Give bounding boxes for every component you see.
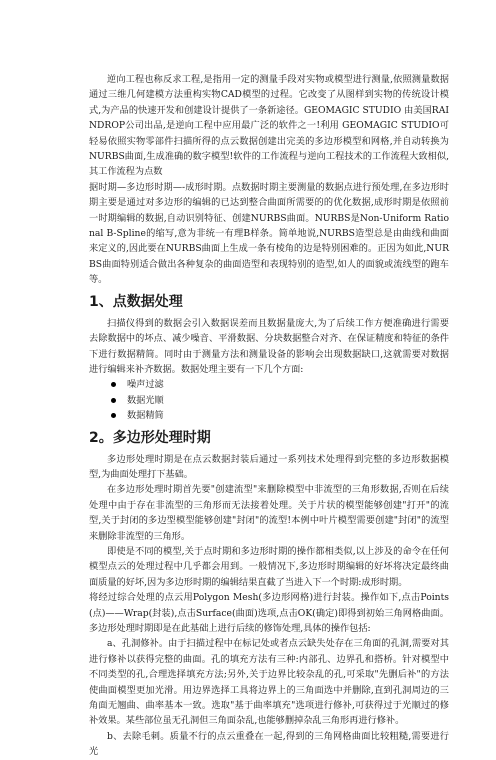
bullet-item xyxy=(111,377,449,392)
section-2-paragraph-1: 多边形处理时期是在点云数据封装后通过一系列技术处理得到完整的多边形数据模型,为曲面处理打下基础。 xyxy=(89,453,449,480)
section-1-bullet-list xyxy=(89,377,449,423)
bullet-dot-icon xyxy=(111,398,116,403)
bullet-item xyxy=(111,408,449,423)
section-2-heading: 2。多边形处理时期 xyxy=(89,429,211,446)
section-2-paragraph-5: a、孔洞修补。由于扫描过程中在标记处或者点云缺失处存在三角面的孔洞,需要对其进行修补以获得完整的曲面。孔的填充方法有三种:内部孔、边界孔和搭桥。针对模型中不同类型的孔,合理选择填充方法;另外,关于边界比较杂乱的孔,可采取"先删后补"的方法使曲面模型更加光滑。用边界选择工具将边界上的三角面选中并删除,直到孔洞周边的三角面无翘曲、曲率基本一致。选取"基于曲率填充"选项进行修补,可获得过于光顺过的修补效果。某些部位虽无孔洞但三角面杂乱,也能够删掉杂乱三角形再进行修补。 xyxy=(89,638,449,727)
section-2-paragraph-4: 将经过综合处理的点云用Polygon Mesh(多边形网格)进行封装。操作如下,点击Points(点)——Wrap(封装),点击Surface(曲面)选项,点击OK(确定)即得到初始三角网格曲面。多边形处理时期即是在此基础上进行后续的修饰处理,具体的操作包括: xyxy=(89,592,449,634)
bullet-text: 数据精简 xyxy=(127,410,164,422)
bullet-dot-icon xyxy=(111,382,116,387)
section-1-heading: 1、点数据处理 xyxy=(89,293,183,310)
intro-paragraph-1: 逆向工程也称反求工程,是指用一定的测量手段对实物或模型进行测量,依照测量数据通过三维几何建模方法重构实物CAD模型的过程。它改变了从图样到实物的传统设计模式,为产品的快速开发和创建设计提供了一条新途径。GEOMAGIC STUDIO 由美国RAINDROP公司出品,是逆向工程中应用最广泛的软件之一!利用 GEOMAGIC STUDIO可轻易依照实物零部件扫描所得的点云数据创建出完美的多边形模型和网格,并自动转换为NURBS曲面,生成准确的数字模型!软件的工作流程与逆向工程技术的工作流程大致相似,其工作流程为点数 xyxy=(89,74,449,178)
intro-paragraph-2: 据时期—多边形时期—-成形时期。点数据时期主要测量的数据点进行预处理,在多边形时期主要是通过对多边形的编辑的已达到整合曲面所需要的的优化数据,成形时期是依照前一时期编辑的数据,自动识别特征、创建NURBS曲面。NURBS是Non-Uniform Rational B-Spline的缩写,意为非统一有理B样条。简单地说,NURBS造型总是由曲线和曲面来定义的,因此要在NURBS曲面上生成一条有棱角的边是特别困难的。正因为如此,NURBS曲面特别适合做出各种复杂的曲面造型和表现特别的造型,如人的面貌或流线型的跑车等。 xyxy=(89,181,449,286)
section-2-paragraph-2: 在多边形处理时期首先要"创建流型"来删除模型中非流型的三角形数据,否则在后续处理中由于存在非流型的三角形而无法接着处理。关于片状的模型能够创建"打开"的流型,关于封闭的多边型模型能够创建"封闭"的流型!本例中叶片模型需要创建"封闭"的流型来删除非流型的三角形。 xyxy=(89,484,449,542)
section-2-paragraph-3: 即使是不同的模型,关于点时期和多边形时期的操作都相类似,以上涉及的命令在任何模型点云的处理过程中几乎都会用到。一般情况下,多边形时期编辑的好坏将决定最终曲面质量的好坏,因为多边形时期的编辑结果直截了当进入下一个时期:成形时期。 xyxy=(89,545,449,588)
bullet-text: 数据光顺 xyxy=(127,394,164,406)
bullet-item xyxy=(111,393,449,408)
bullet-dot-icon xyxy=(111,413,116,418)
section-2-paragraph-6: b、去除毛刺。质量不行的点云重叠在一起,得到的三角网格曲面比较粗糙,需要进行光 xyxy=(89,730,449,758)
section-1-paragraph: 扫描仪得到的数据会引入数据误差而且数据量庞大,为了后续工作方便准确进行需要去除数据中的坏点、减少噪音、平滑数据、分块数据整合对齐、在保证精度和特征的条件下进行数据精简。同时由于测量方法和测量设备的影响会出现数据缺口,这就需要对数据进行编辑来补齐数据。数据处理主要有一下几个方面: xyxy=(89,317,449,375)
bullet-text: 噪声过滤 xyxy=(127,379,164,391)
